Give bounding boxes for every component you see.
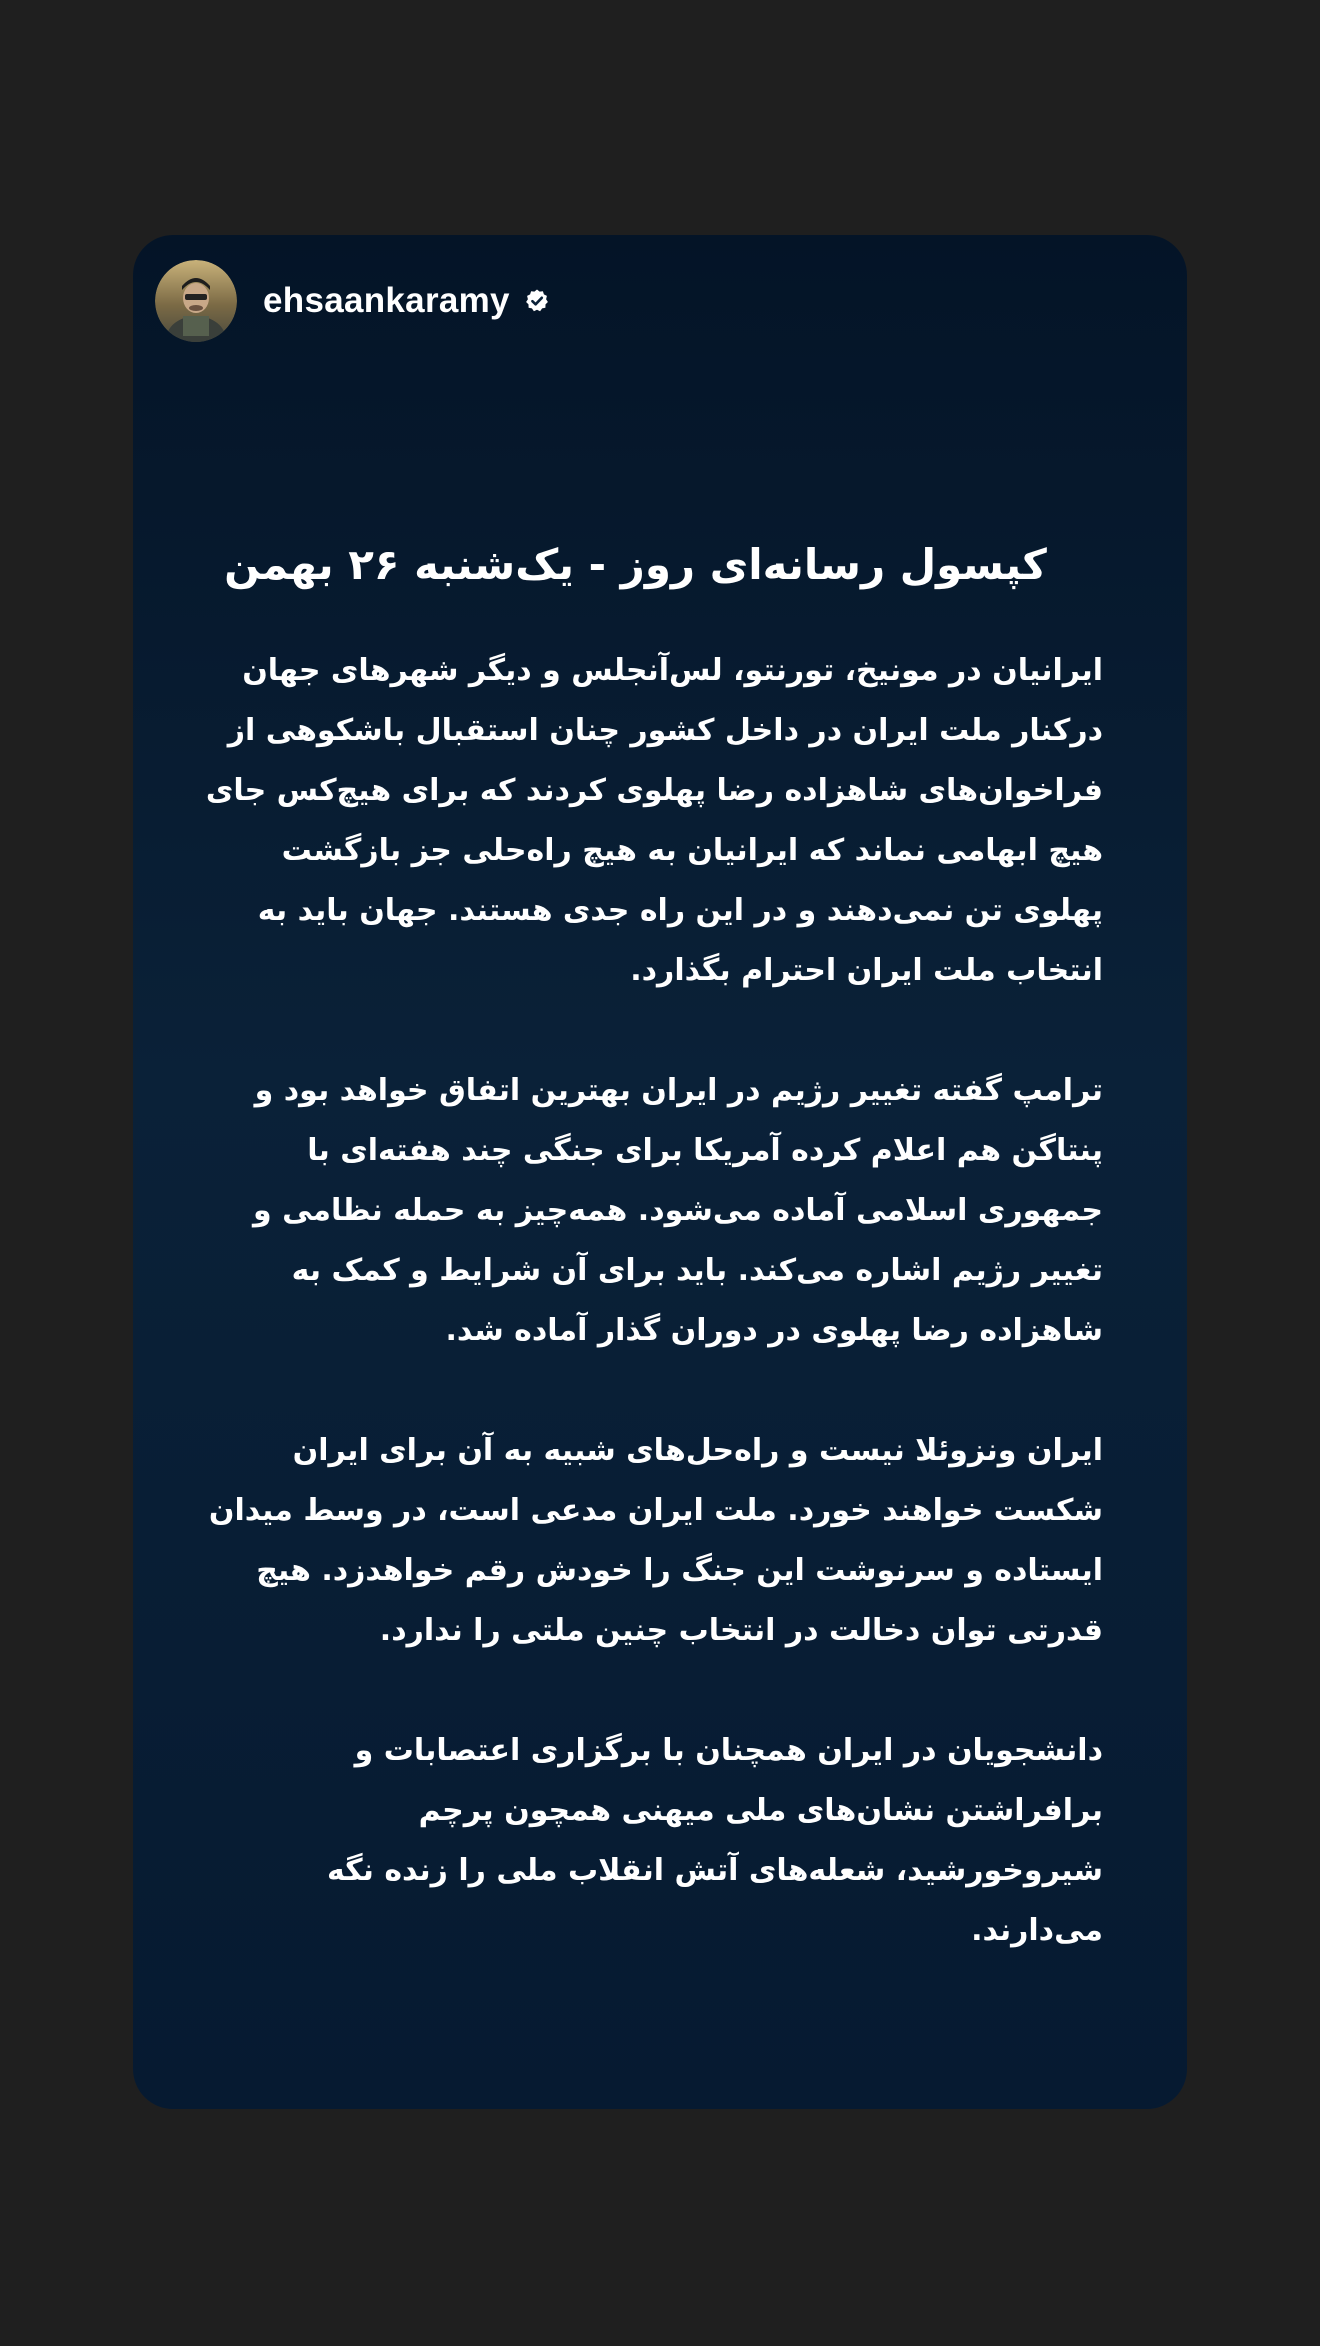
story-paragraph: ایران ونزوئلا نیست و راه‌حل‌های شبیه به آن برای ایران شکست خواهند خورد. ملت ایران مدعی است، در وسط میدان ایستاده و سرنوشت این جنگ را خودش رقم خواهدزد. هیچ قدرتی توان دخالت در انتخاب چنین ملتی را ندارد. — [208, 1433, 1103, 1648]
profile-photo-icon — [155, 260, 237, 342]
story-title: کپسول رسانه‌ای روز - یک‌شنبه ۲۶ بهمن — [224, 540, 1047, 589]
story-paragraph: ترامپ گفته تغییر رژیم در ایران بهترین اتفاق خواهد بود و پنتاگن هم اعلام کرده آمریکا برای جنگی چند هفته‌ای با جمهوری اسلامی آماده می‌شود. همه‌چیز به حمله نظامی و تغییر رژیم اشاره می‌کند. باید برای آن شرایط و کمک به شاهزاده رضا پهلوی در دوران گذار آماده شد. — [252, 1073, 1103, 1348]
story-card — [133, 235, 1187, 2109]
avatar[interactable] — [155, 260, 237, 342]
story-paragraph: ایرانیان در مونیخ، تورنتو، لس‌آنجلس و دیگر شهرهای جهان درکنار ملت ایران در داخل کشور چنان استقبال باشکوهی از فراخوان‌های شاهزاده رضا پهلوی کردند که برای هیچ‌کس جای هیچ ابهامی نماند که ایرانیان به هیچ راه‌حلی جز بازگشت پهلوی تن نمی‌دهند و در این راه جدی هستند. جهان باید به انتخاب ملت ایران احترام بگذارد. — [205, 653, 1103, 988]
story-header — [155, 259, 550, 343]
story-text-content — [203, 533, 1103, 2021]
verified-badge-icon — [524, 288, 550, 314]
username[interactable]: ehsaankaramy — [263, 281, 510, 320]
story-paragraph: دانشجویان در ایران همچنان با برگزاری اعتصابات و برافراشتن نشان‌های ملی میهنی همچون پرچم شیروخورشید، شعله‌های آتش انقلاب ملی را زنده نگه می‌دارند. — [326, 1733, 1103, 1948]
